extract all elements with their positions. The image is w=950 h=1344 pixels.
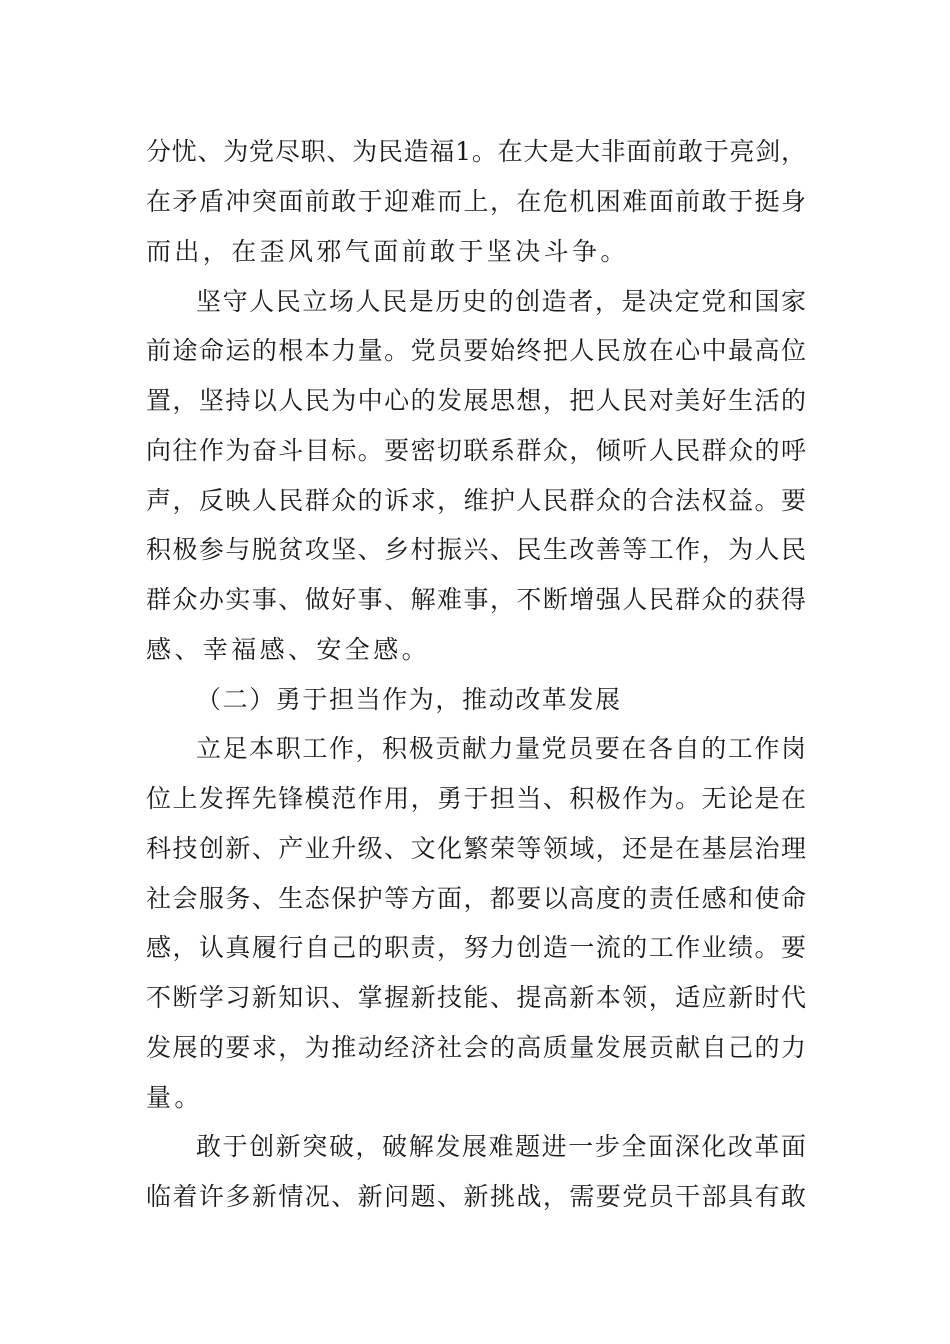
text-line-20: 量。: [146, 1083, 203, 1112]
text-line-14: 位上发挥先锋模范作用，勇于担当、积极作为。无论是在: [146, 784, 806, 813]
text-line-17: 感，认真履行自己的职责，努力创造一流的工作业绩。要: [146, 933, 806, 962]
text-line-6: 置，坚持以人民为中心的发展思想，把人民对美好生活的: [146, 386, 806, 415]
text-line-7: 向往作为奋斗目标。要密切联系群众，倾听人民群众的呼: [146, 436, 806, 465]
text-line-4: 坚守人民立场人民是历史的创造者，是决定党和国家: [196, 287, 806, 316]
text-line-16: 社会服务、生态保护等方面，都要以高度的责任感和使命: [146, 884, 806, 913]
section-heading: （二）勇于担当作为，推动改革发展: [196, 685, 622, 714]
text-line-18: 不断学习新知识、掌握新技能、提高新本领，适应新时代: [146, 983, 806, 1012]
text-line-2: 在矛盾冲突面前敢于迎难而上，在危机困难面前敢于挺身: [146, 187, 806, 216]
text-line-5: 前途命运的根本力量。党员要始终把人民放在心中最高位: [146, 336, 806, 365]
text-line-15: 科技创新、产业升级、文化繁荣等领域，还是在基层治理: [146, 834, 806, 863]
text-line-22: 临着许多新情况、新问题、新挑战，需要党员干部具有敢: [146, 1182, 806, 1211]
text-line-3: 而出，在歪风邪气面前敢于坚决斗争。: [146, 237, 629, 266]
text-line-19: 发展的要求，为推动经济社会的高质量发展贡献自己的力: [146, 1033, 806, 1062]
text-line-9: 积极参与脱贫攻坚、乡村振兴、民生改善等工作，为人民: [146, 535, 806, 564]
text-line-1: 分忧、为党尽职、为民造福1。在大是大非面前敢于亮剑，: [146, 137, 806, 166]
text-line-10: 群众办实事、做好事、解难事，不断增强人民群众的获得: [146, 585, 806, 614]
text-line-13: 立足本职工作，积极贡献力量党员要在各自的工作岗: [196, 734, 806, 763]
text-line-8: 声，反映人民群众的诉求，维护人民群众的合法权益。要: [146, 486, 806, 515]
text-line-11: 感、幸福感、安全感。: [146, 635, 431, 664]
text-line-21: 敢于创新突破，破解发展难题进一步全面深化改革面: [196, 1132, 806, 1161]
